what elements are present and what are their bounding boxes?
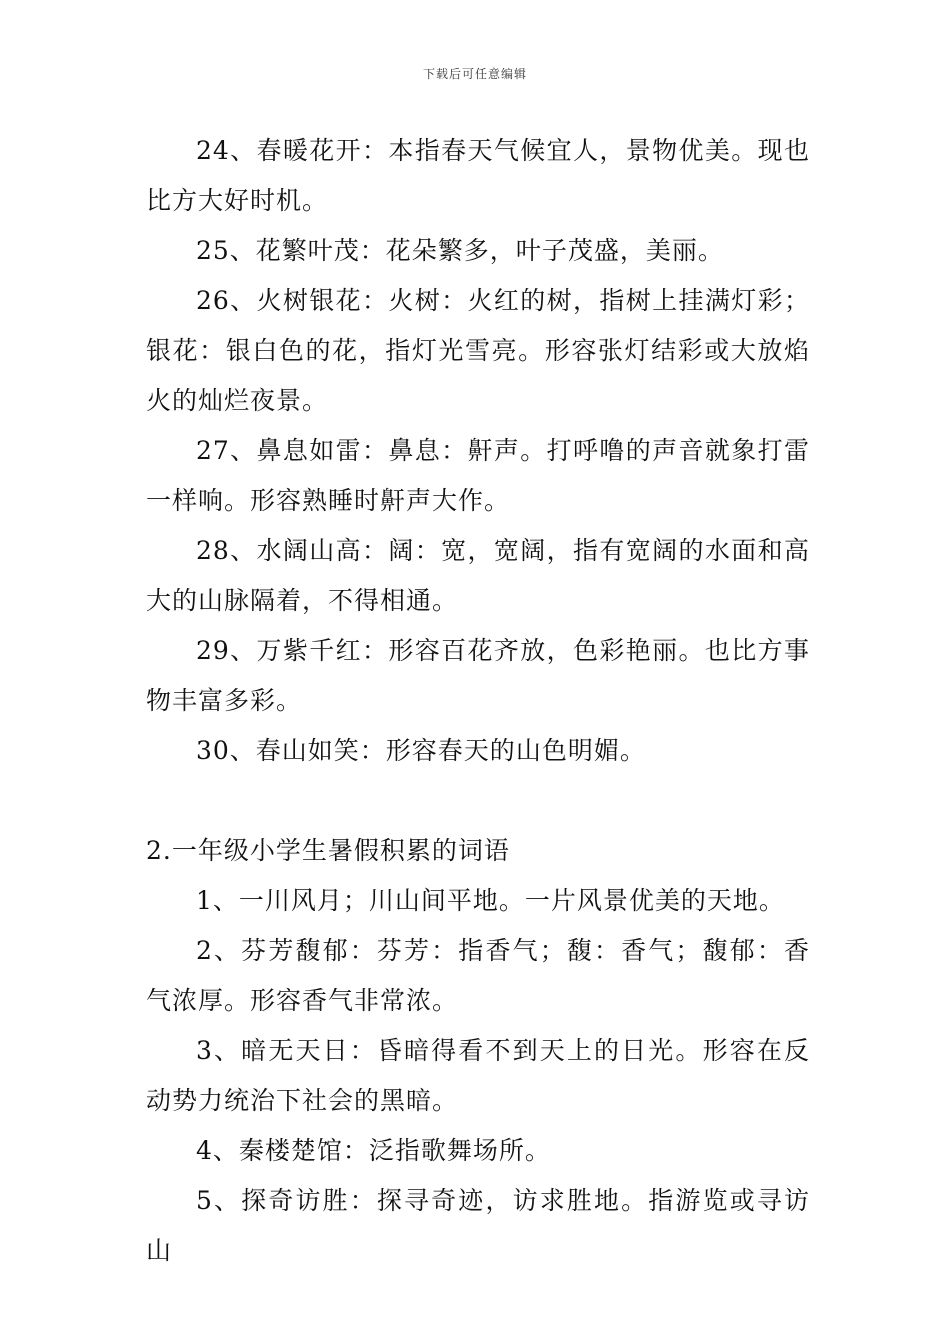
idiom-entry-5: 5、探奇访胜：探寻奇迹，访求胜地。指游览或寻访山 xyxy=(146,1186,810,1265)
page-header: 下载后可任意编辑 xyxy=(422,67,527,81)
idiom-entry-3: 3、暗无天日：昏暗得看不到天上的日光。形容在反动势力统治下社会的黑暗。 xyxy=(146,1036,810,1115)
idiom-entry-1: 1、一川风月；川山间平地。一片风景优美的天地。 xyxy=(196,886,785,915)
section-title: 2.一年级小学生暑假积累的词语 xyxy=(146,836,510,865)
idiom-entry-25: 25、花繁叶茂：花朵繁多，叶子茂盛，美丽。 xyxy=(196,236,724,265)
idiom-entry-30: 30、春山如笑：形容春天的山色明媚。 xyxy=(196,736,646,765)
idiom-entry-24: 24、春暖花开：本指春天气候宜人，景物优美。现也比方大好时机。 xyxy=(146,136,810,215)
idiom-entry-28: 28、水阔山高：阔：宽，宽阔，指有宽阔的水面和高大的山脉隔着，不得相通。 xyxy=(146,536,810,615)
idiom-entry-26: 26、火树银花：火树：火红的树，指树上挂满灯彩；银花：银白色的花，指灯光雪亮。形容张灯结彩或大放焰火的灿烂夜景。 xyxy=(146,286,810,415)
idiom-entry-4: 4、秦楼楚馆：泛指歌舞场所。 xyxy=(196,1136,551,1165)
idiom-entry-29: 29、万紫千红：形容百花齐放，色彩艳丽。也比方事物丰富多彩。 xyxy=(146,636,810,715)
idiom-entry-27: 27、鼻息如雷：鼻息：鼾声。打呼噜的声音就象打雷一样响。形容熟睡时鼾声大作。 xyxy=(146,436,810,515)
idiom-entry-2: 2、芬芳馥郁：芬芳：指香气；馥：香气；馥郁：香气浓厚。形容香气非常浓。 xyxy=(146,936,810,1015)
document-body xyxy=(146,126,810,1276)
